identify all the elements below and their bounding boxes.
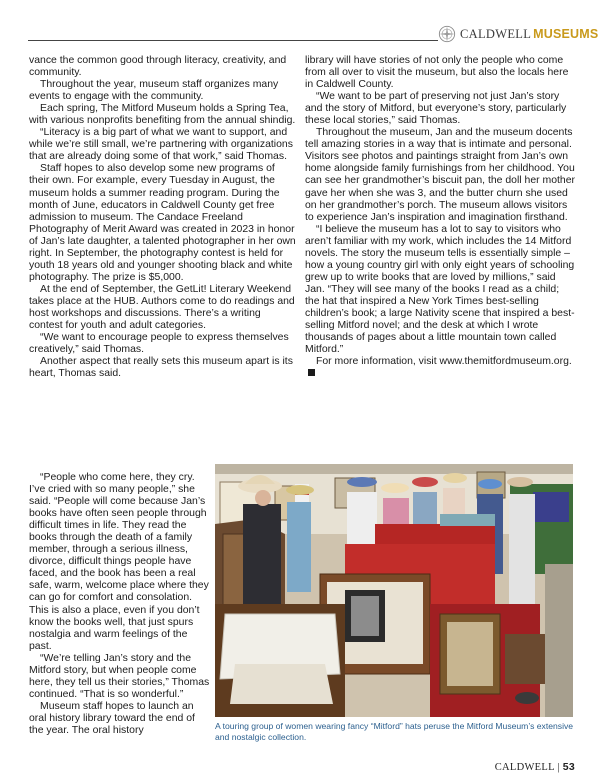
closing-text: For more information, visit www.themitfordmuseum.org. [316, 356, 572, 368]
paragraph: Throughout the museum, Jan and the museum docents tell amazing stories in a way that is intimate and personal. Visitors see photos and paintings straight from Jan’s own home alongside family furnishings from her childhood. You can see her grandmother’s biscuit pan, the doll her mother gave her when she was 3, and the butter churn she used on her grandmother’s porch. The museum allows visitors to experience Jan’s inspiration and imagination firsthand. [305, 127, 575, 223]
paragraph: Museum staff hopes to launch an oral history library toward the end of the year. The oral history [29, 700, 195, 736]
brand-name: CALDWELL [460, 26, 532, 41]
paragraph: “I believe the museum has a lot to say to visitors who aren’t familiar with my work, which includes the 14 Mitford novels. The story the museum tells is essentially simple – how a young country girl with only eight years of schooling grew up to write books that are loved by millions,” said Jan. “They will see many of the books I read as a child; the hat that inspired a New York Times best-selling children’s book; a large Nativity scene that inspired a best-selling Mitford novel; and the desk at which I wrote thousands of pages about a little mountain town called Mitford.” [305, 223, 575, 356]
photo-caption: A touring group of women wearing fancy “Mitford” hats peruse the Mitford Museum’s extensive and nostalgic collection. [215, 721, 574, 742]
page-footer [495, 761, 575, 773]
paragraph: Staff hopes to also develop some new programs of their own. For example, every Tuesday in August, the museum holds a summer reading program. During the month of June, educators in Caldwell County get free admission to museum. The Candace Freeland Photography of Merit Award was created in 2023 in honor of Jan’s late daughter, a talented photographer in her own right. In September, the photography contest is held for youth 18 years old and younger shooting black and white photography. The prize is $5,000. [29, 163, 296, 283]
paragraph-with-endmark [305, 356, 575, 380]
paragraph: “We want to be part of preserving not just Jan’s story and the story of Mitford, but everyone’s story, particularly these local stories,” said Thomas. [305, 91, 567, 127]
footer-publication: CALDWELL [494, 762, 555, 773]
compass-emblem-icon [438, 25, 456, 43]
section-name: MUSEUMS [533, 26, 599, 41]
footer-separator: | [557, 762, 560, 773]
paragraph: “We want to encourage people to express themselves creatively,” said Thomas. [29, 332, 289, 356]
end-mark-icon [308, 369, 315, 376]
museum-photo [215, 464, 573, 717]
paragraph: “People who come here, they cry. I’ve cried with so many people,” she said. “People will come because Jan’s books have often seen people through difficult times in life. They read the books through the death of a family member, through a serious illness, divorce, difficult things people have faced, and the book has been a real safe, warm, welcome place where they can go for comfort and consolation. This is also a place, even if you don’t know the books well, that just spurs nostalgia and warm feelings of the past. [29, 472, 209, 652]
paragraph: “We’re telling Jan’s story and the Mitford story, but when people come here, they tell us their stories,” Thomas continued. “That is so wonderful.” [29, 652, 210, 700]
article-column-1-narrow [29, 472, 211, 737]
header-rule [28, 40, 438, 41]
paragraph: Throughout the year, museum staff organizes many events to engage with the community. [29, 79, 279, 103]
paragraph: vance the common good through literacy, creativity, and community. [29, 55, 287, 79]
paragraph: Another aspect that really sets this museum apart is its heart, Thomas said. [29, 356, 293, 380]
paragraph: “Literacy is a big part of what we want to support, and while we’re still small, we’re partnering with organizations that are already doing some of that work,” said Thomas. [29, 127, 293, 163]
paragraph: library will have stories of not only the people who come from all over to visit the museum, but also the locals here in Caldwell County. [305, 55, 569, 91]
paragraph: Each spring, The Mitford Museum holds a Spring Tea, with various nonprofits benefiting from the annual shindig. [29, 103, 296, 127]
paragraph: At the end of September, the GetLit! Literary Weekend takes place at the HUB. Authors come to do readings and host workshops and discussions. There’s a writing contest for youth and adult categories. [29, 283, 295, 332]
article-column-2 [305, 55, 575, 380]
article-column-1 [29, 55, 297, 380]
page-number: 53 [562, 761, 575, 773]
masthead-brand [460, 27, 598, 42]
page-header [438, 22, 599, 46]
photo-illustration [215, 464, 573, 717]
